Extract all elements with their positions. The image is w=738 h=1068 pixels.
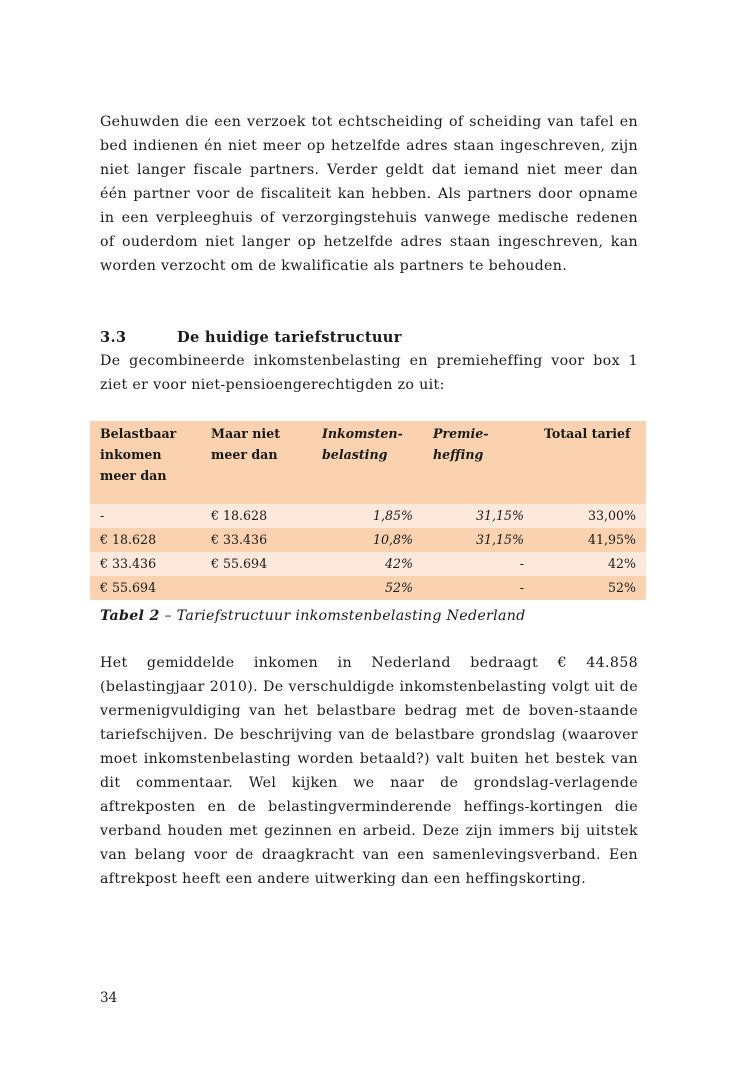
cell-income-tax: 1,85% bbox=[312, 504, 423, 528]
cell-from: € 55.694 bbox=[90, 576, 201, 600]
section-heading bbox=[100, 326, 402, 350]
cell-income-tax: 10,8% bbox=[312, 528, 423, 552]
cell-income-tax: 52% bbox=[312, 576, 423, 600]
caption-text: – Tariefstructuur inkomstenbelasting Nederland bbox=[159, 608, 526, 624]
col-header-inkomstenbelasting: Inkomsten-belasting bbox=[312, 421, 423, 504]
cell-total: 41,95% bbox=[534, 528, 646, 552]
paragraph-partners: Gehuwden die een verzoek tot echtscheiding of scheiding van tafel en bed indienen én niet meer op hetzelfde adres staan ingeschreven, zijn niet langer fiscale partners. Verder geldt dat iemand niet meer dan één partner voor de fiscaliteit kan hebben. Als partners door opname in een verpleeghuis of verzorgingstehuis vanwege medische redenen of ouderdom niet langer op hetzelfde adres staan ingeschreven, kan worden verzocht om de kwalificatie als partners te behouden. bbox=[100, 114, 638, 274]
table-row bbox=[90, 576, 646, 600]
col-header-belastbaar: Belastbaar inkomen meer dan bbox=[90, 421, 201, 504]
cell-income-tax: 42% bbox=[312, 552, 423, 576]
paragraph-average-income: Het gemiddelde inkomen in Nederland bedraagt € 44.858 (belastingjaar 2010). De verschuldigde inkomstenbelasting volgt uit de vermenigvuldiging van het belastbare bedrag met de boven-staande tariefschijven. De beschrijving van de belastbare grondslag (waarover moet inkomstenbelasting worden betaald?) valt buiten het bestek van dit commentaar. Wel kijken we naar de grondslag-verlagende aftrekposten en de belastingverminderende heffings-kortingen die verband houden met gezinnen en arbeid. Deze zijn immers bij uitstek van belang voor de draagkracht van een samenlevingsverband. Een aftrekpost heeft een andere uitwerking dan een heffingskorting. bbox=[100, 655, 638, 887]
caption-label: Tabel 2 bbox=[100, 608, 160, 624]
cell-from: - bbox=[90, 504, 201, 528]
cell-total: 52% bbox=[534, 576, 646, 600]
section-title: De huidige tariefstructuur bbox=[177, 329, 402, 346]
table-row bbox=[90, 528, 646, 552]
col-header-totaal: Totaal tarief bbox=[534, 421, 646, 504]
col-header-maar-niet: Maar niet meer dan bbox=[201, 421, 312, 504]
cell-premium: 31,15% bbox=[423, 504, 534, 528]
cell-premium: - bbox=[423, 576, 534, 600]
cell-total: 42% bbox=[534, 552, 646, 576]
table-caption bbox=[100, 604, 526, 628]
cell-to: € 33.436 bbox=[201, 528, 312, 552]
cell-to bbox=[201, 576, 312, 600]
paragraph-intro-table: De gecombineerde inkomstenbelasting en premieheffing voor box 1 ziet er voor niet-pensioengerechtigden zo uit: bbox=[100, 353, 638, 393]
table-row bbox=[90, 552, 646, 576]
page-number: 34 bbox=[100, 990, 118, 1006]
cell-from: € 33.436 bbox=[90, 552, 201, 576]
cell-premium: 31,15% bbox=[423, 528, 534, 552]
cell-to: € 55.694 bbox=[201, 552, 312, 576]
table-header-row bbox=[90, 421, 646, 504]
table-row bbox=[90, 504, 646, 528]
col-header-premieheffing: Premie-heffing bbox=[423, 421, 534, 504]
section-number: 3.3 bbox=[100, 329, 127, 346]
cell-premium: - bbox=[423, 552, 534, 576]
cell-total: 33,00% bbox=[534, 504, 646, 528]
cell-from: € 18.628 bbox=[90, 528, 201, 552]
tariff-table bbox=[90, 421, 646, 600]
cell-to: € 18.628 bbox=[201, 504, 312, 528]
